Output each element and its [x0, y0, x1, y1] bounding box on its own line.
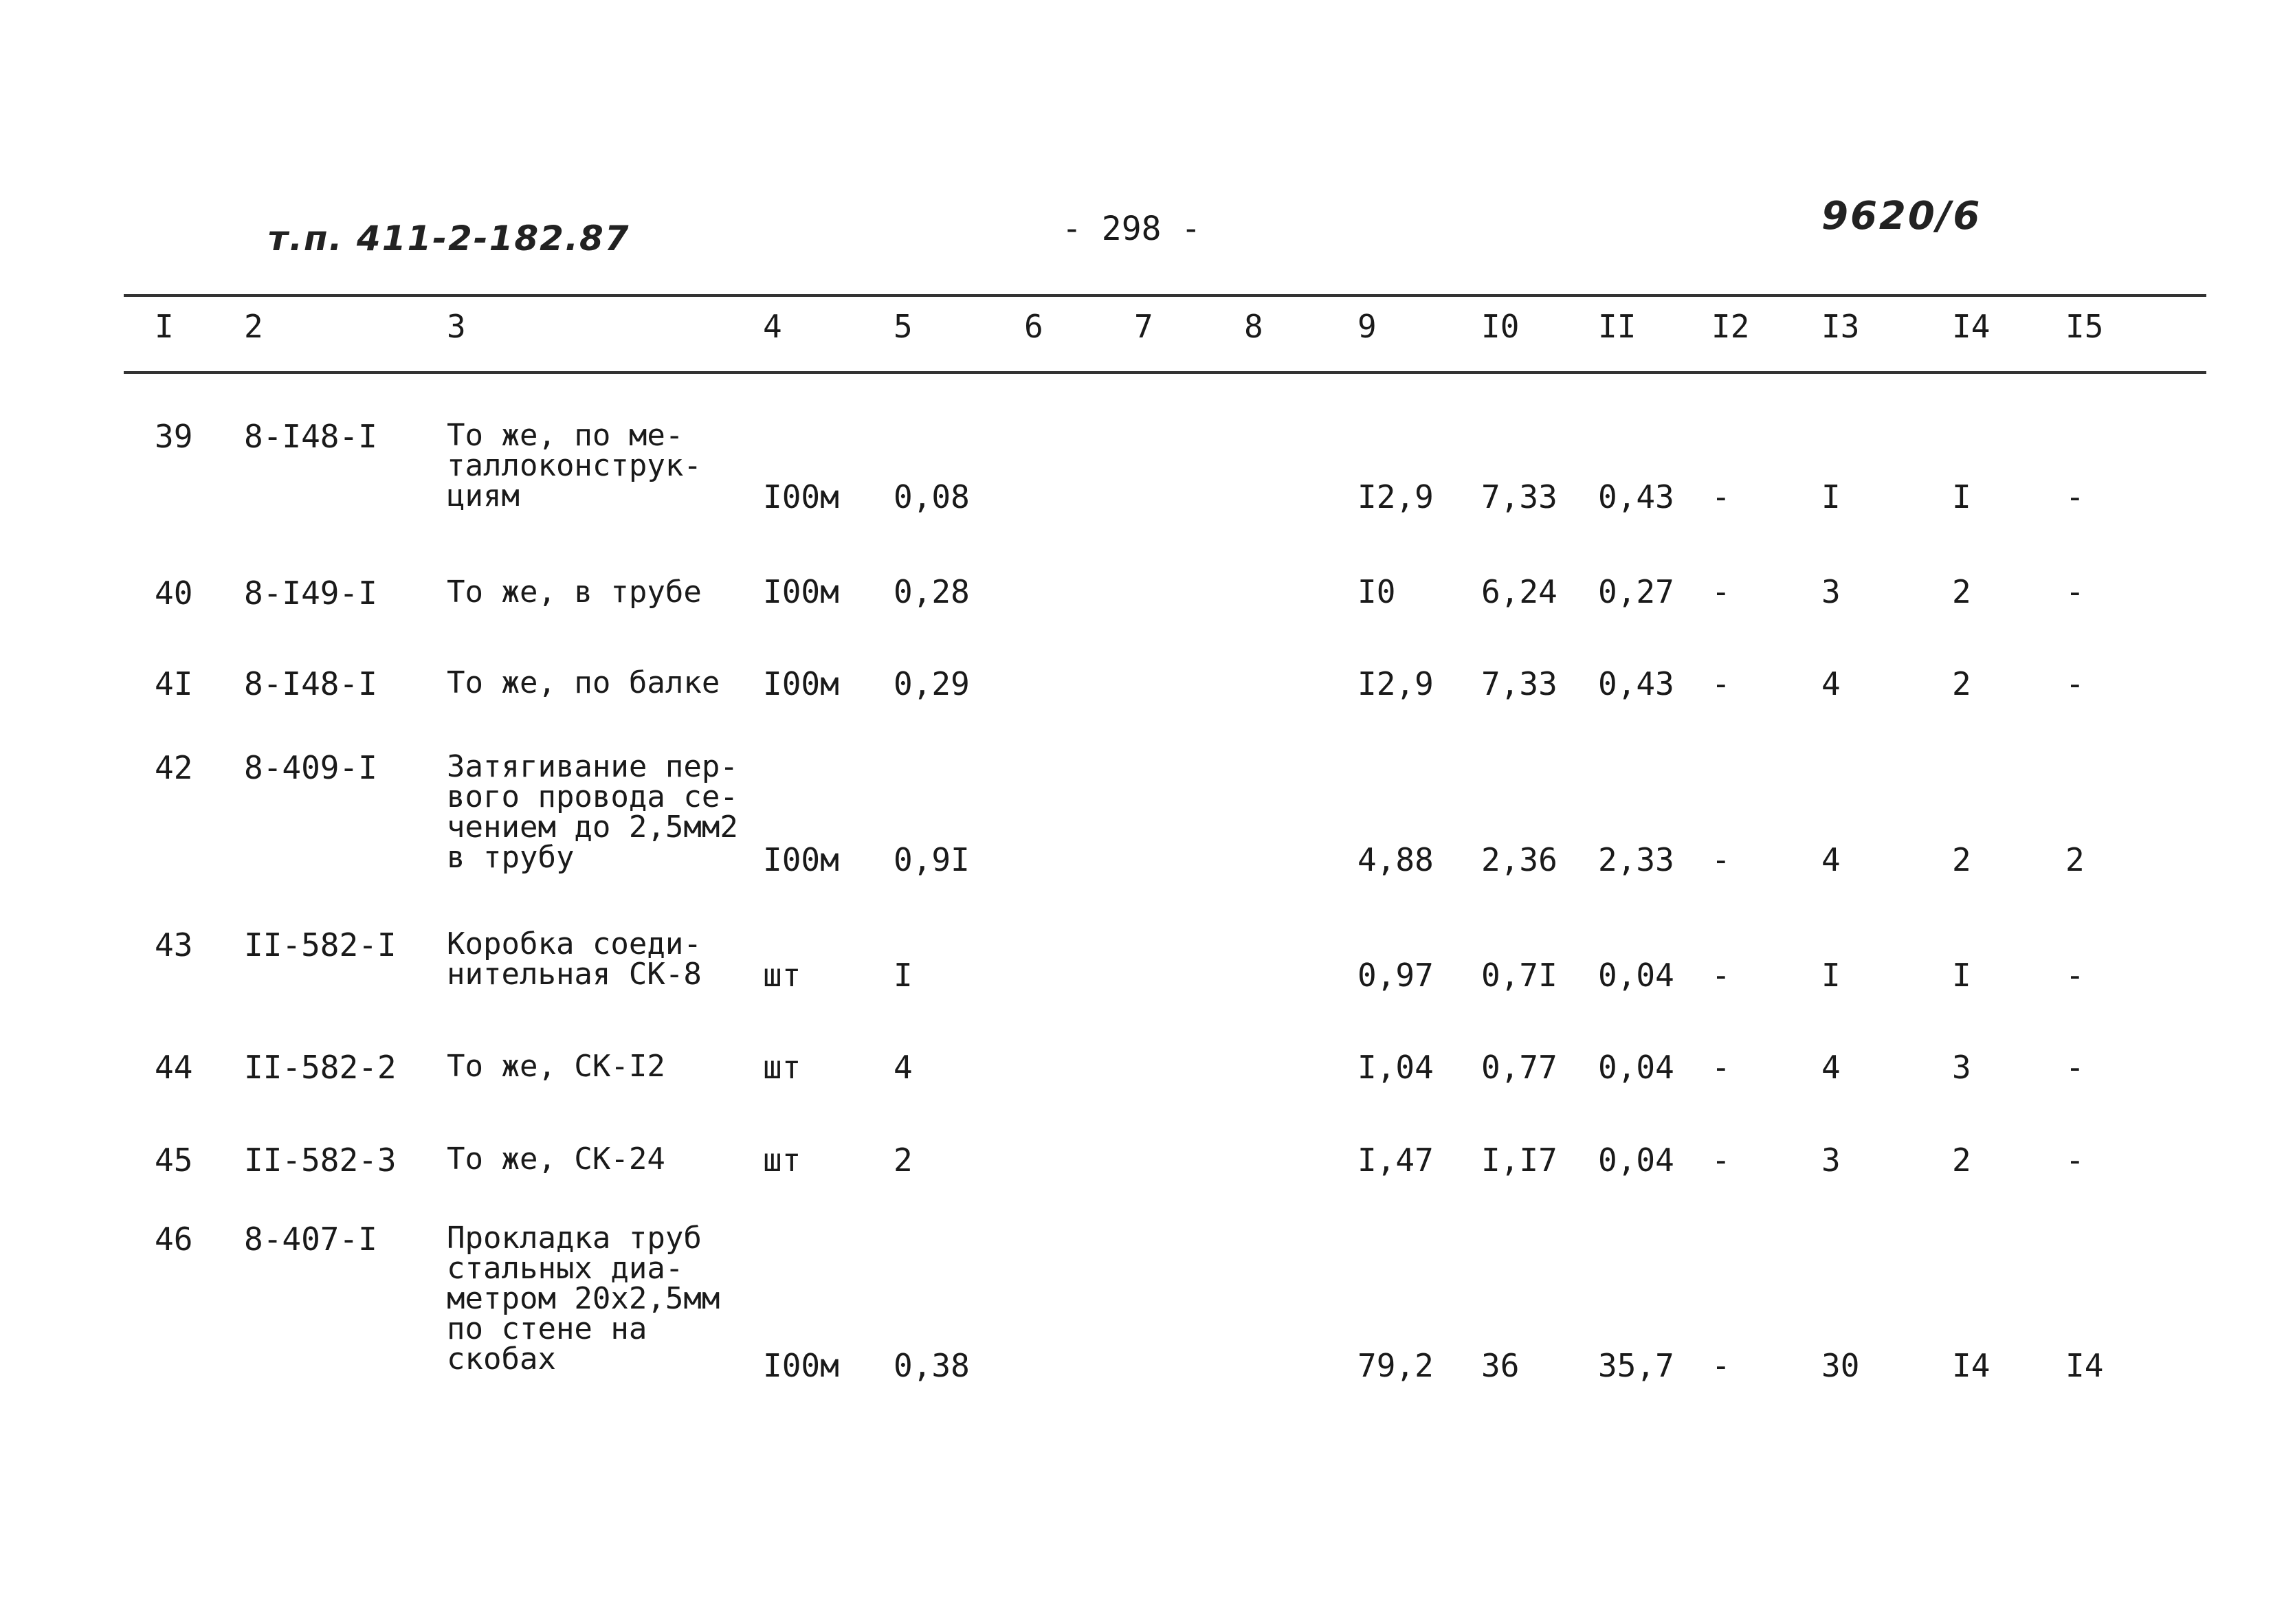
- work-description: То же, СК-24: [447, 1142, 665, 1177]
- work-description: То же, СК-I2: [447, 1049, 665, 1084]
- col-12-value: -: [1711, 665, 1731, 702]
- column-header-15: I5: [2065, 308, 2104, 345]
- norm-code: II-582-2: [244, 1049, 397, 1086]
- unit: I00м: [763, 841, 839, 878]
- norm-code: II-582-I: [244, 926, 397, 964]
- col-14-value: 2: [1952, 665, 1971, 702]
- work-description: Коробка соеди- нительная СК-8: [447, 926, 702, 992]
- col-12-value: -: [1711, 1142, 1731, 1179]
- col-13-value: I: [1821, 957, 1841, 994]
- col-10-value: I,I7: [1481, 1142, 1557, 1179]
- row-number: 43: [155, 926, 193, 964]
- col-14-value: 3: [1952, 1049, 1971, 1086]
- unit: I00м: [763, 1347, 839, 1384]
- column-header-5: 5: [894, 308, 913, 345]
- header-bottom-rule: [124, 371, 2206, 374]
- quantity: 0,9I: [894, 841, 970, 878]
- column-header-6: 6: [1024, 308, 1043, 345]
- col-11-value: 35,7: [1598, 1347, 1674, 1384]
- norm-code: 8-409-I: [244, 749, 377, 786]
- col-11-value: 0,04: [1598, 1142, 1674, 1179]
- col-12-value: -: [1711, 478, 1731, 515]
- work-description: То же, по ме- таллоконструк- циям: [447, 418, 702, 513]
- quantity: I: [894, 957, 913, 994]
- unit: I00м: [763, 478, 839, 515]
- norm-code: II-582-3: [244, 1142, 397, 1179]
- column-header-14: I4: [1952, 308, 1991, 345]
- work-description: То же, по балке: [447, 665, 720, 700]
- col-10-value: 2,36: [1481, 841, 1557, 878]
- row-number: 4I: [155, 665, 193, 702]
- col-10-value: 0,77: [1481, 1049, 1557, 1086]
- col-9-value: I,47: [1357, 1142, 1434, 1179]
- col-9-value: 79,2: [1357, 1347, 1434, 1384]
- col-15-value: -: [2065, 957, 2085, 994]
- col-15-value: -: [2065, 573, 2085, 610]
- col-11-value: 0,04: [1598, 1049, 1674, 1086]
- col-11-value: 0,04: [1598, 957, 1674, 994]
- unit: шт: [763, 1142, 801, 1179]
- unit: I00м: [763, 665, 839, 702]
- col-15-value: -: [2065, 1049, 2085, 1086]
- col-15-value: I4: [2065, 1347, 2104, 1384]
- col-13-value: 3: [1821, 573, 1841, 610]
- col-11-value: 0,43: [1598, 665, 1674, 702]
- norm-code: 8-I48-I: [244, 418, 377, 455]
- col-14-value: I: [1952, 478, 1971, 515]
- quantity: 0,08: [894, 478, 970, 515]
- col-9-value: 4,88: [1357, 841, 1434, 878]
- work-description: Прокладка труб стальных диа- метром 20х2,5мм по стене на скобах: [447, 1221, 720, 1377]
- quantity: 0,28: [894, 573, 970, 610]
- column-header-1: I: [155, 308, 174, 345]
- document-code: т.п. 411-2-182.87: [268, 219, 630, 258]
- page-number: - 298 -: [1062, 210, 1201, 248]
- col-15-value: 2: [2065, 841, 2085, 878]
- col-13-value: 4: [1821, 1049, 1841, 1086]
- row-number: 42: [155, 749, 193, 786]
- col-10-value: 36: [1481, 1347, 1520, 1384]
- col-14-value: I4: [1952, 1347, 1991, 1384]
- column-header-13: I3: [1821, 308, 1860, 345]
- col-12-value: -: [1711, 573, 1731, 610]
- col-14-value: I: [1952, 957, 1971, 994]
- col-15-value: -: [2065, 1142, 2085, 1179]
- col-13-value: 4: [1821, 841, 1841, 878]
- quantity: 4: [894, 1049, 913, 1086]
- col-13-value: 30: [1821, 1347, 1860, 1384]
- column-header-7: 7: [1134, 308, 1153, 345]
- quantity: 2: [894, 1142, 913, 1179]
- col-13-value: I: [1821, 478, 1841, 515]
- col-9-value: I,04: [1357, 1049, 1434, 1086]
- col-10-value: 0,7I: [1481, 957, 1557, 994]
- norm-code: 8-407-I: [244, 1221, 377, 1258]
- column-header-4: 4: [763, 308, 782, 345]
- col-12-value: -: [1711, 841, 1731, 878]
- row-number: 44: [155, 1049, 193, 1086]
- column-header-9: 9: [1357, 308, 1377, 345]
- column-header-3: 3: [447, 308, 466, 345]
- col-9-value: I2,9: [1357, 665, 1434, 702]
- unit: I00м: [763, 573, 839, 610]
- quantity: 0,38: [894, 1347, 970, 1384]
- norm-code: 8-I48-I: [244, 665, 377, 702]
- work-description: То же, в трубе: [447, 575, 702, 610]
- col-12-value: -: [1711, 1049, 1731, 1086]
- col-12-value: -: [1711, 957, 1731, 994]
- column-header-2: 2: [244, 308, 263, 345]
- col-13-value: 3: [1821, 1142, 1841, 1179]
- header-top-rule: [124, 294, 2206, 297]
- column-header-11: II: [1598, 308, 1637, 345]
- col-12-value: -: [1711, 1347, 1731, 1384]
- col-9-value: I2,9: [1357, 478, 1434, 515]
- col-10-value: 7,33: [1481, 478, 1557, 515]
- column-header-12: I2: [1711, 308, 1750, 345]
- row-number: 45: [155, 1142, 193, 1179]
- row-number: 39: [155, 418, 193, 455]
- row-number: 46: [155, 1221, 193, 1258]
- col-14-value: 2: [1952, 1142, 1971, 1179]
- unit: шт: [763, 957, 801, 994]
- col-10-value: 6,24: [1481, 573, 1557, 610]
- column-header-8: 8: [1244, 308, 1263, 345]
- row-number: 40: [155, 575, 193, 612]
- col-13-value: 4: [1821, 665, 1841, 702]
- column-header-10: I0: [1481, 308, 1520, 345]
- col-11-value: 2,33: [1598, 841, 1674, 878]
- col-10-value: 7,33: [1481, 665, 1557, 702]
- col-14-value: 2: [1952, 841, 1971, 878]
- col-11-value: 0,27: [1598, 573, 1674, 610]
- unit: шт: [763, 1049, 801, 1086]
- archive-number: 9620/6: [1821, 194, 1982, 238]
- norm-code: 8-I49-I: [244, 575, 377, 612]
- col-9-value: 0,97: [1357, 957, 1434, 994]
- col-9-value: I0: [1357, 573, 1396, 610]
- col-14-value: 2: [1952, 573, 1971, 610]
- col-15-value: -: [2065, 478, 2085, 515]
- col-11-value: 0,43: [1598, 478, 1674, 515]
- col-15-value: -: [2065, 665, 2085, 702]
- work-description: Затягивание пер- вого провода се- чением до 2,5мм2 в трубу: [447, 749, 738, 875]
- quantity: 0,29: [894, 665, 970, 702]
